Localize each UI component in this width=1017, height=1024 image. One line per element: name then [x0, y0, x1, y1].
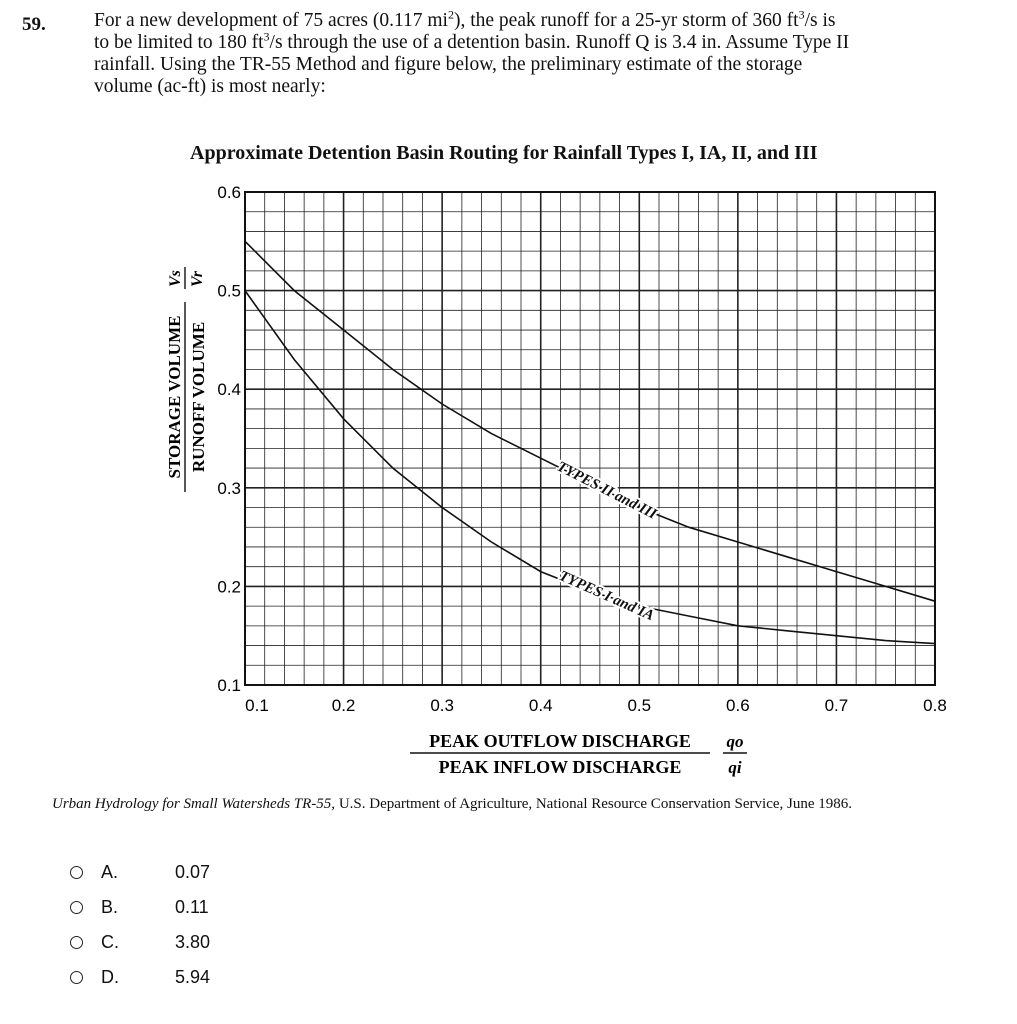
question-line-3: rainfall. Using the TR-55 Method and figure below, the preliminary estimate of the storage: [94, 54, 803, 75]
x-axis-label: PEAK OUTFLOW DISCHARGE: [429, 731, 691, 751]
radio-button[interactable]: [70, 936, 83, 949]
x-tick-label: 0.7: [824, 696, 849, 715]
detention-routing-chart: [150, 180, 970, 780]
option-d[interactable]: D. 5.94: [70, 960, 210, 995]
x-tick-label: 0.4: [528, 696, 553, 715]
y-tick-label: 0.4: [217, 380, 241, 400]
series-label: TYPES II and III: [554, 458, 660, 523]
question-line-4: volume (ac-ft) is most nearly:: [94, 76, 326, 97]
y-tick-label: 0.1: [217, 676, 241, 695]
x-tick-label: 0.5: [627, 696, 652, 715]
y-axis-label: STORAGE VOLUME: [165, 315, 184, 479]
y-tick-label: 0.2: [217, 577, 241, 597]
plot-frame: [245, 192, 935, 685]
radio-button[interactable]: [70, 971, 83, 984]
y-symbol-denominator: Vr: [189, 270, 206, 287]
option-a[interactable]: A. 0.07: [70, 855, 210, 890]
y-axis-label-2: RUNOFF VOLUME: [189, 321, 208, 473]
y-tick-label: 0.6: [217, 183, 241, 202]
question-number: 59.: [22, 14, 46, 35]
y-tick-label: 0.3: [217, 478, 241, 498]
question-line-1: For a new development of 75 acres (0.117 $mi^2$), the peak runoff for a 25-yr storm of 360 $ft^3/s$ is: [94, 7, 836, 31]
answer-options: [70, 855, 210, 995]
x-tick-label: 0.3: [430, 696, 454, 715]
x-tick-label: 0.8: [923, 696, 947, 715]
radio-button[interactable]: [70, 901, 83, 914]
x-tick-label: 0.2: [331, 696, 356, 715]
question-line-2: to be limited to 180 $ft^3/s$ through the use of a detention basin. Runoff Q is 3.4 in. Assume Type II: [94, 29, 850, 53]
x-tick-label: 0.1: [245, 696, 269, 715]
x-symbol-denominator: qi: [728, 758, 742, 777]
y-symbol-numerator: Vs: [167, 270, 184, 287]
grid-lines: [245, 192, 935, 685]
option-b[interactable]: B. 0.11: [70, 890, 210, 925]
y-tick-label: 0.5: [217, 281, 241, 301]
y-axis-title: [165, 267, 208, 492]
x-tick-label: 0.6: [726, 696, 750, 715]
radio-button[interactable]: [70, 866, 83, 879]
option-c[interactable]: C. 3.80: [70, 925, 210, 960]
x-symbol-numerator: qo: [726, 732, 744, 751]
question-text: [94, 7, 994, 98]
chart-title: Approximate Detention Basin Routing for Rainfall Types I, IA, II, and III: [190, 142, 818, 164]
series-label: TYPES I and IA: [556, 568, 657, 625]
x-axis-label-2: PEAK INFLOW DISCHARGE: [438, 757, 682, 777]
source-citation: Urban Hydrology for Small Watersheds TR-55, U.S. Department of Agriculture, National Resource Conservation Service, June 1986.: [52, 796, 853, 812]
